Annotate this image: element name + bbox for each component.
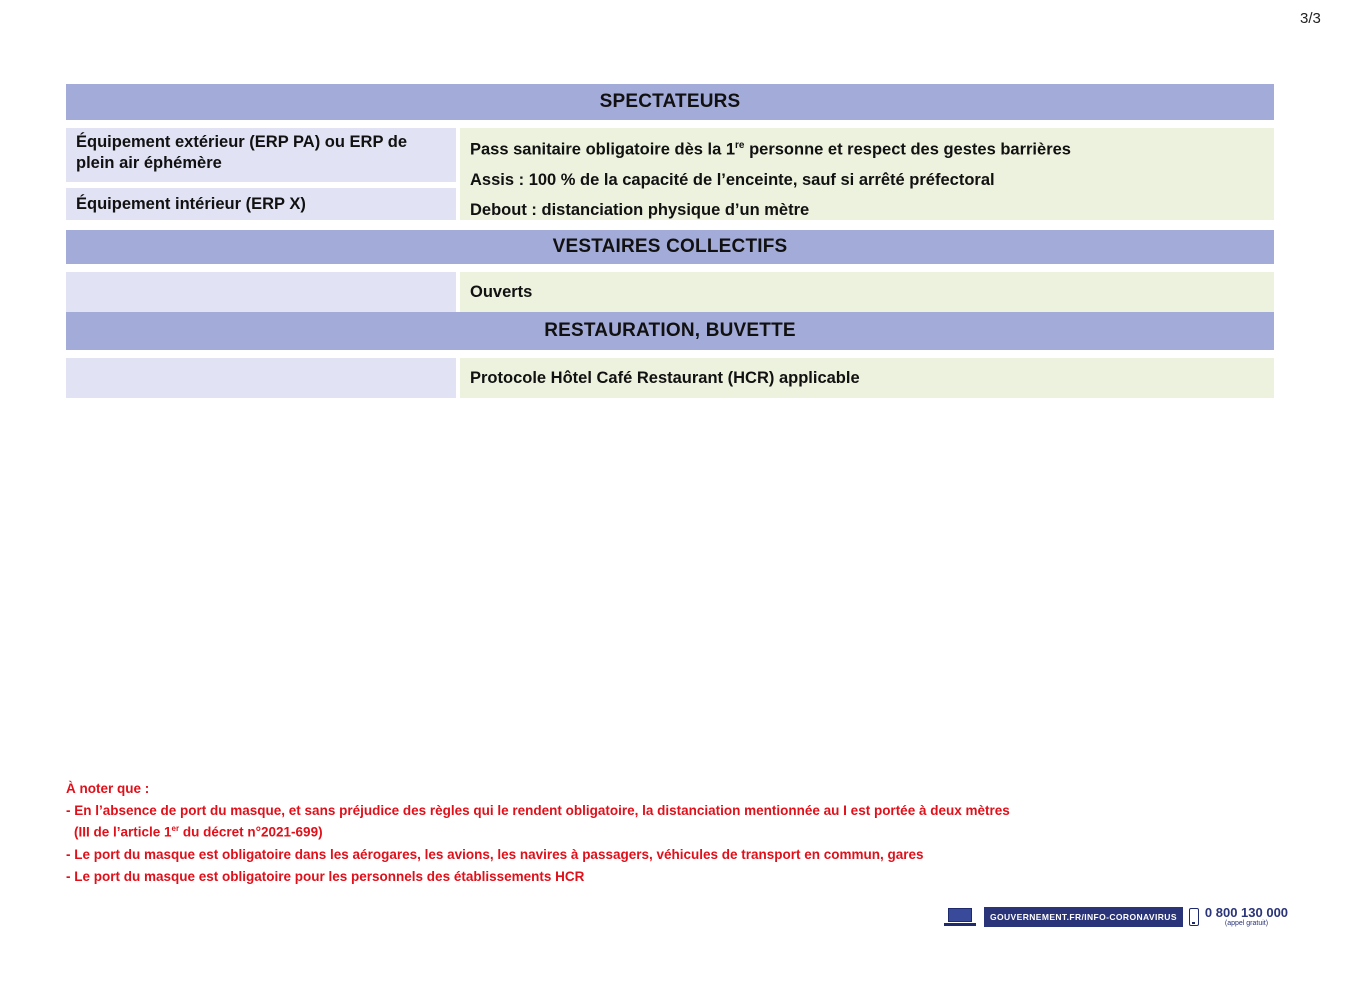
right-cell-spectateurs <box>460 128 1274 220</box>
right-cell-vestaires <box>460 272 1274 312</box>
footer <box>944 906 1288 928</box>
note-distanciation-ref <box>66 820 1010 842</box>
page-number: 3/3 <box>1300 10 1321 27</box>
section-row-restauration <box>66 358 1274 398</box>
notes-heading: À noter que : <box>66 781 150 796</box>
left-cell-indoor: Équipement intérieur (ERP X) <box>66 188 456 220</box>
note-ref-sup: er <box>171 824 180 833</box>
note-masque-hcr: - Le port du masque est obligatoire pour les personnels des établissements HCR <box>66 868 585 884</box>
rule-hcr: Protocole Hôtel Café Restaurant (HCR) applicable <box>470 369 860 387</box>
section-header-vestaires: VESTAIRES COLLECTIFS <box>66 230 1274 264</box>
rule-pass-sanitaire-text: Pass sanitaire obligatoire dès la 1 <box>470 140 736 159</box>
computer-icon <box>944 906 976 928</box>
notes-block <box>66 780 1010 886</box>
left-cell-empty <box>66 272 456 312</box>
note-ref-post: du décret n°2021-699) <box>179 824 323 840</box>
website-link[interactable]: GOUVERNEMENT.FR/INFO-CORONAVIRUS <box>984 907 1183 927</box>
left-column <box>66 128 456 220</box>
left-cell-outdoor: Équipement extérieur (ERP PA) ou ERP de plein air éphémère <box>66 128 456 182</box>
rule-debout: Debout : distanciation physique d’un mètre <box>470 200 810 219</box>
right-cell-restauration <box>460 358 1274 398</box>
section-header-spectateurs: SPECTATEURS <box>66 84 1274 120</box>
rule-assis: Assis : 100 % de la capacité de l’enceinte, sauf si arrêté préfectoral <box>470 170 995 189</box>
hotline-note: (appel gratuit) <box>1224 920 1269 927</box>
note-distanciation: - En l’absence de port du masque, et sans préjudice des règles qui le rendent obligatoire, la distanciation mentionnée au I est portée à deux mètres <box>66 803 1010 818</box>
left-cell-empty <box>66 358 456 398</box>
rule-pass-sanitaire <box>460 131 1274 165</box>
section-header-restauration: RESTAURATION, BUVETTE <box>66 312 1274 350</box>
note-ref-pre: (III de l’article 1 <box>74 824 172 840</box>
hotline <box>1205 906 1288 928</box>
rule-ouverts: Ouverts <box>470 283 533 301</box>
rule-pass-sanitaire-rest: personne et respect des gestes barrières <box>744 140 1071 159</box>
section-row-vestaires <box>66 272 1274 312</box>
phone-icon <box>1189 908 1199 926</box>
hotline-number[interactable]: 0 800 130 000 <box>1204 905 1289 920</box>
section-row-spectateurs <box>66 128 1274 220</box>
note-masque-transports: - Le port du masque est obligatoire dans les aérogares, les avions, les navires à passagers, véhicules de transport en commun, gares <box>66 846 924 862</box>
rule-pass-sanitaire-sup: re <box>735 140 745 151</box>
measures-table <box>66 84 1274 398</box>
